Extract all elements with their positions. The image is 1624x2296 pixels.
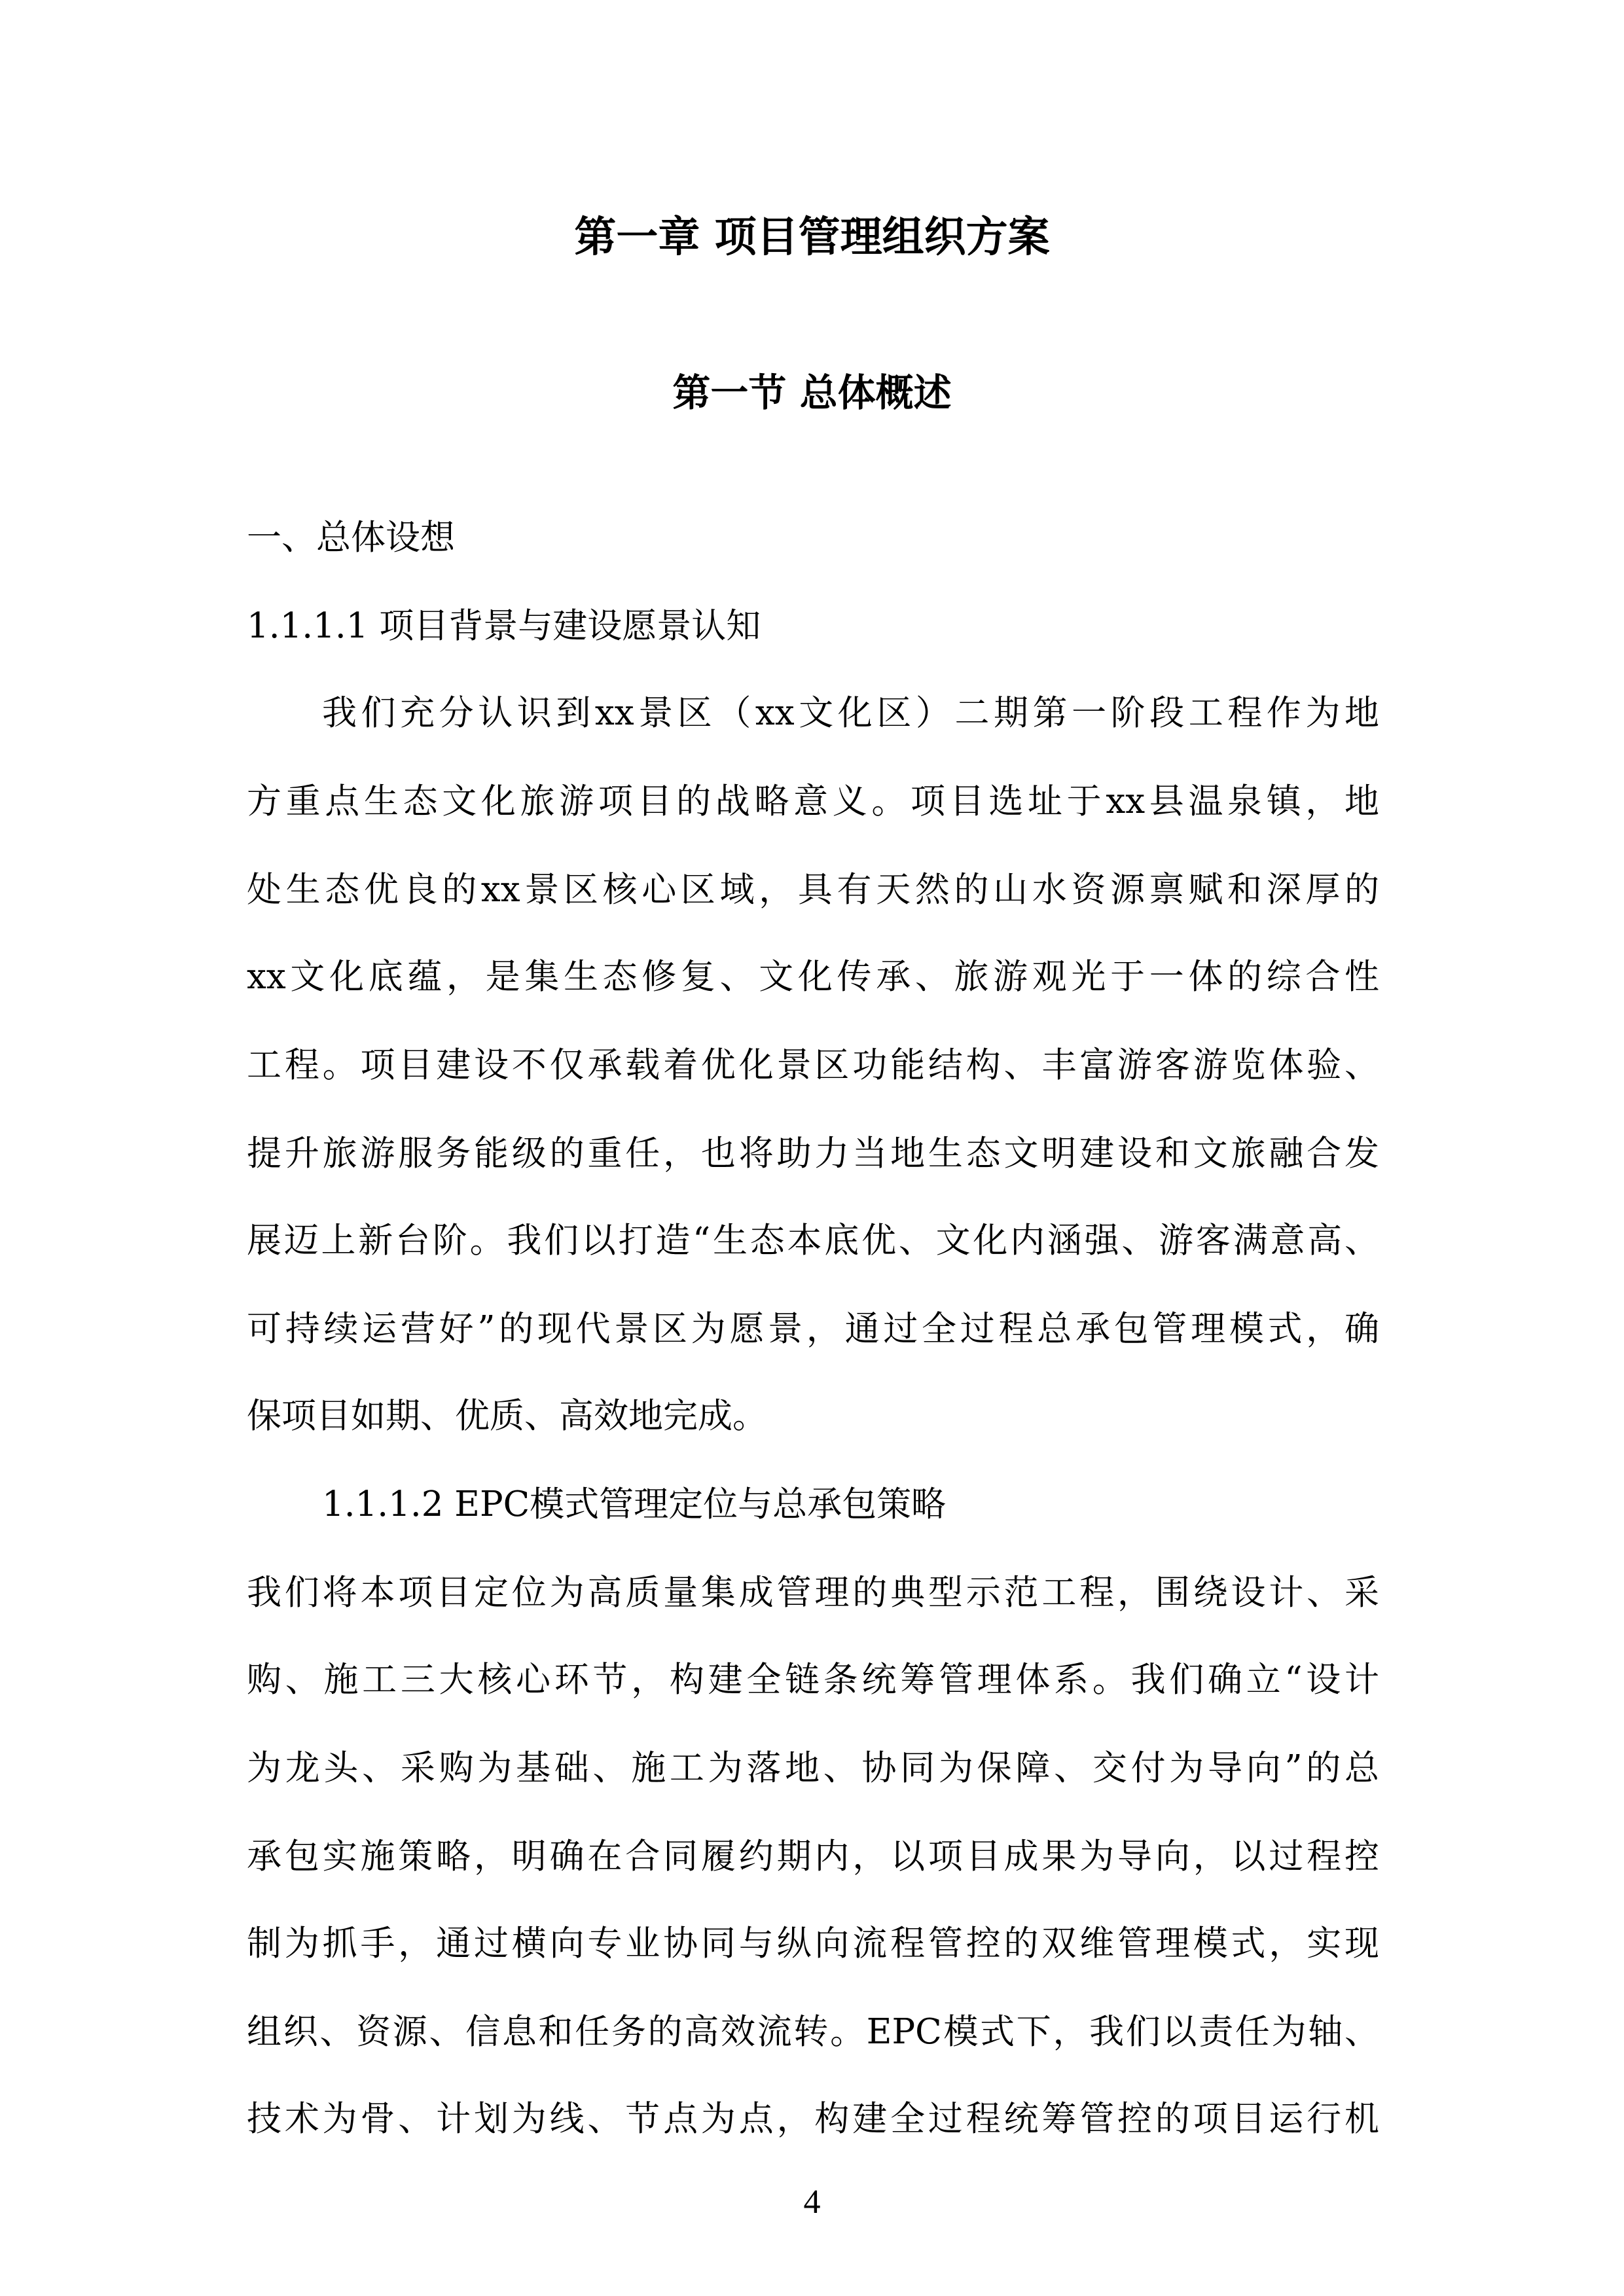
paragraph-line: xx文化底蕴，是集生态修复、文化传承、旅游观光于一体的综合性 <box>247 957 1379 997</box>
section-title: 第一节 总体概述 <box>672 370 952 415</box>
paragraph-line: 保项目如期、优质、高效地完成。 <box>247 1396 767 1436</box>
paragraph-line: 可持续运营好”的现代景区为愿景，通过全过程总承包管理模式，确 <box>247 1309 1379 1349</box>
chapter-title: 第一章 项目管理组织方案 <box>574 213 1050 262</box>
paragraph-line: 承包实施策略，明确在合同履约期内，以项目成果为导向，以过程控 <box>247 1837 1379 1876</box>
paragraph-line: 工程。项目建设不仅承载着优化景区功能结构、丰富游客游览体验、 <box>247 1045 1379 1085</box>
heading-epc-positioning: 1.1.1.2 EPC模式管理定位与总承包策略 <box>322 1484 947 1524</box>
paragraph-line: 购、施工三大核心环节，构建全链条统筹管理体系。我们确立“设计 <box>247 1660 1379 1700</box>
paragraph-line: 我们充分认识到xx景区（xx文化区）二期第一阶段工程作为地 <box>322 693 1379 733</box>
paragraph-line: 处生态优良的xx景区核心区域，具有天然的山水资源禀赋和深厚的 <box>247 870 1379 910</box>
paragraph-line: 展迈上新台阶。我们以打造“生态本底优、文化内涵强、游客满意高、 <box>247 1221 1379 1261</box>
paragraph-line: 我们将本项目定位为高质量集成管理的典型示范工程，围绕设计、采 <box>247 1573 1379 1613</box>
paragraph-line: 制为抓手，通过横向专业协同与纵向流程管控的双维管理模式，实现 <box>247 1924 1379 1964</box>
page-number: 4 <box>803 2183 821 2221</box>
paragraph-line: 组织、资源、信息和任务的高效流转。EPC模式下，我们以责任为轴、 <box>247 2012 1379 2052</box>
heading-overall-concept: 一、总体设想 <box>247 518 455 558</box>
paragraph-line: 技术为骨、计划为线、节点为点，构建全过程统筹管控的项目运行机 <box>247 2099 1379 2139</box>
paragraph-line: 方重点生态文化旅游项目的战略意义。项目选址于xx县温泉镇，地 <box>247 781 1379 821</box>
paragraph-line: 提升旅游服务能级的重任，也将助力当地生态文明建设和文旅融合发 <box>247 1134 1379 1174</box>
paragraph-line: 为龙头、采购为基础、施工为落地、协同为保障、交付为导向”的总 <box>247 1748 1379 1788</box>
heading-project-background: 1.1.1.1 项目背景与建设愿景认知 <box>247 606 761 646</box>
